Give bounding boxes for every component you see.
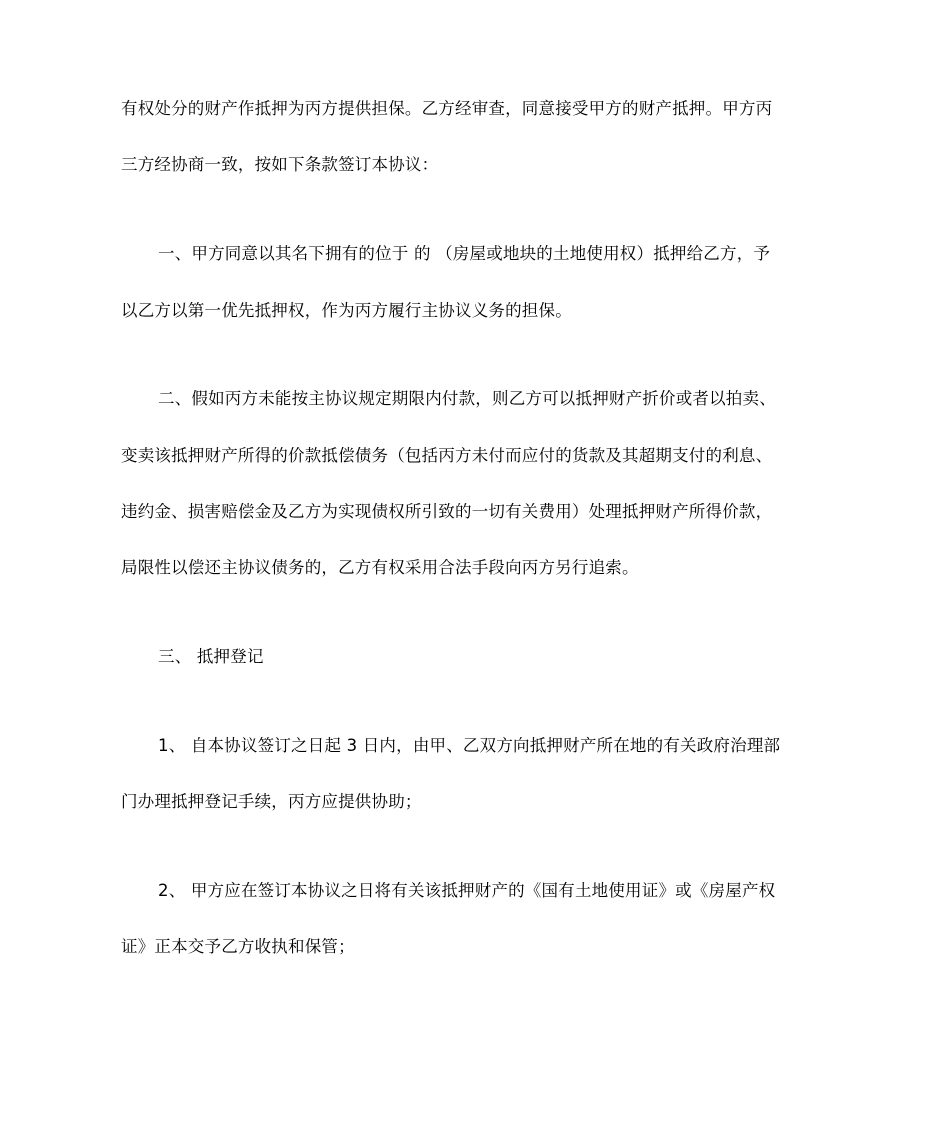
item-one-line-1: 1、 自本协议签订之日起 3 日内，由甲、乙双方向抵押财产所在地的有关政府治理部 bbox=[158, 736, 781, 755]
item-one-line-2: 门办理抵押登记手续，丙方应提供协助； bbox=[121, 792, 422, 811]
paragraph-line-2: 三方经协商一致，按如下条款签订本协议： bbox=[121, 155, 439, 174]
item-two-line-1: 2、 甲方应在签订本协议之日将有关该抵押财产的《国有土地使用证》或《房屋产权 bbox=[158, 881, 776, 900]
clause-two-line-2: 变卖该抵押财产所得的价款抵偿债务（包括丙方未付而应付的货款及其超期支付的利息、 bbox=[121, 446, 773, 465]
item-two-line-2: 证》正本交予乙方收执和保管； bbox=[121, 937, 355, 956]
clause-two-line-3: 违约金、损害赔偿金及乙方为实现债权所引致的一切有关费用）处理抵押财产所得价款， bbox=[121, 502, 773, 521]
paragraph-line-1: 有权处分的财产作抵押为丙方提供担保。乙方经审查，同意接受甲方的财产抵押。甲方丙 bbox=[121, 99, 773, 118]
clause-one-line-2: 以乙方以第一优先抵押权，作为丙方履行主协议义务的担保。 bbox=[121, 301, 572, 320]
clause-one-line-1: 一、甲方同意以其名下拥有的位于 的 （房屋或地块的土地使用权）抵押给乙方，予 bbox=[158, 244, 771, 263]
clause-two-line-4: 局限性以偿还主协议债务的，乙方有权采用合法手段向丙方另行追索。 bbox=[121, 558, 639, 577]
section-three-heading: 三、 抵押登记 bbox=[158, 647, 264, 666]
clause-two-line-1: 二、假如丙方未能按主协议规定期限内付款，则乙方可以抵押财产折价或者以拍卖、 bbox=[158, 389, 776, 408]
